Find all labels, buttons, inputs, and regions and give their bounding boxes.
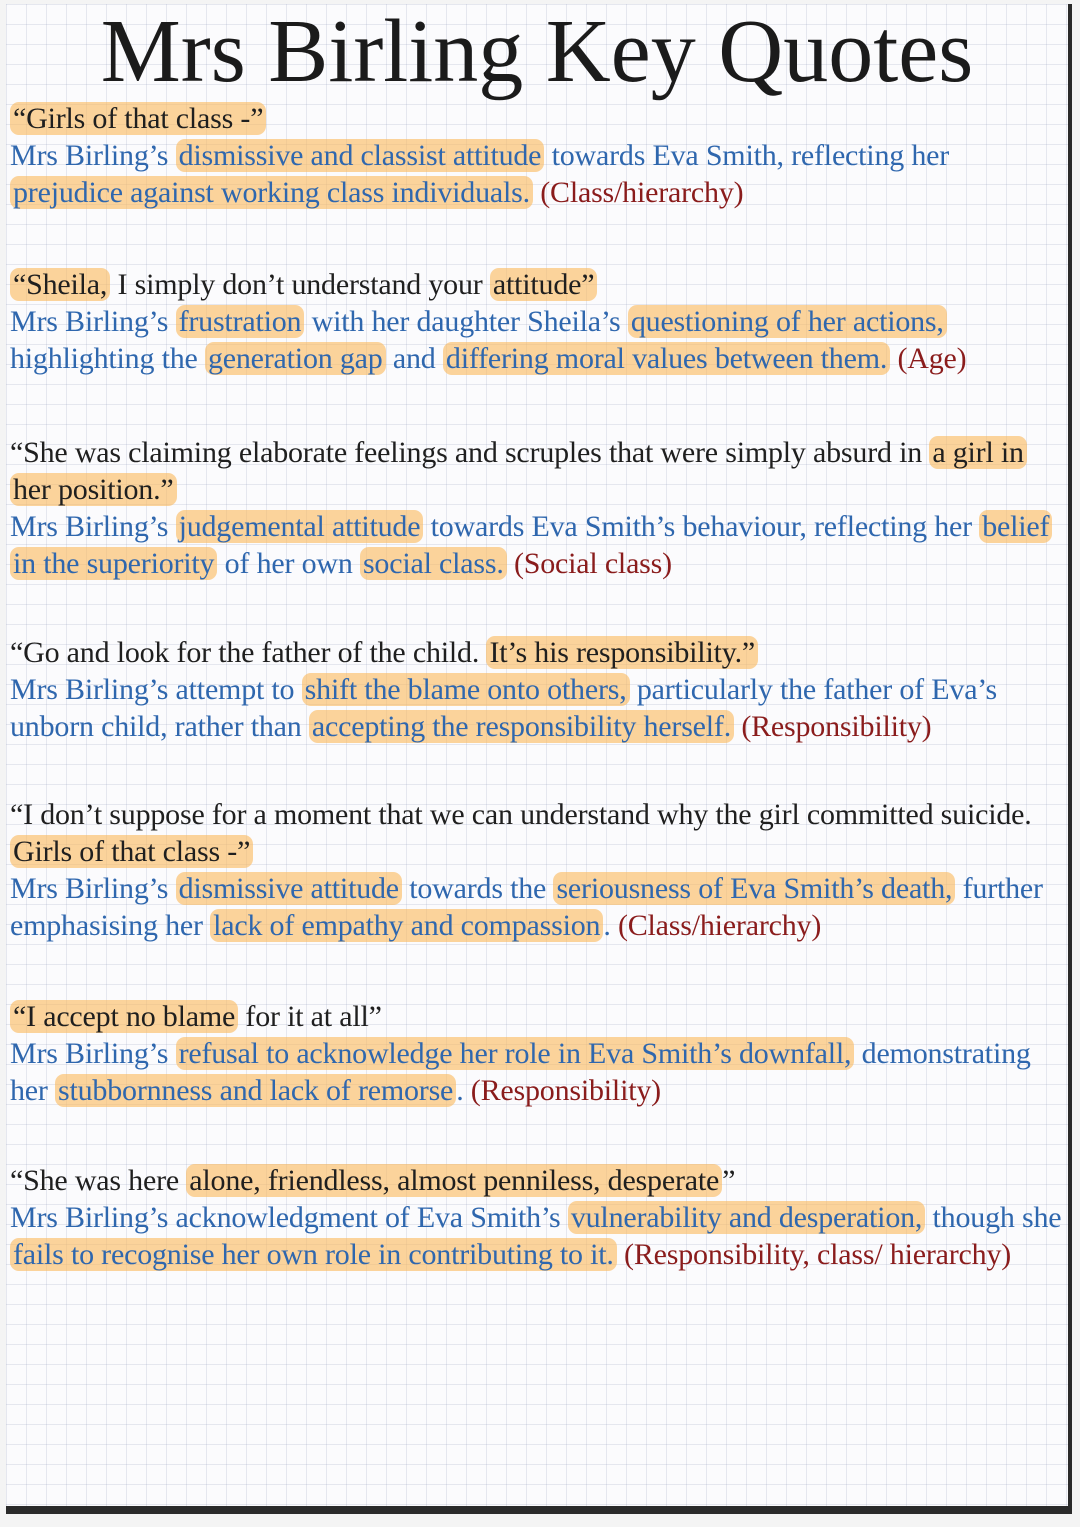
highlighted-text: a girl in her position.” — [10, 436, 1027, 506]
analysis-text — [10, 137, 1062, 211]
quote-entry-5 — [10, 796, 1062, 944]
text-segment: demonstrating her — [10, 1037, 1031, 1107]
text-segment: I simply don’t understand your — [110, 268, 490, 301]
highlighted-text: dismissive attitude — [176, 872, 402, 905]
text-segment: Mrs Birling’s — [10, 510, 176, 543]
analysis-text — [10, 303, 1062, 377]
theme-tag: (Class/hierarchy) — [617, 909, 822, 942]
highlighted-text: “Girls of that class -” — [10, 102, 266, 135]
quote-text — [10, 796, 1062, 870]
analysis-text — [10, 1199, 1062, 1273]
analysis-text — [10, 671, 1062, 745]
highlighted-text: belief in the superiority — [10, 510, 1052, 580]
text-segment: towards Eva Smith, reflecting her — [544, 139, 950, 172]
quote-entry-1 — [10, 100, 1062, 211]
highlighted-text: refusal to acknowledge her role in Eva Smith’s downfall, — [176, 1037, 855, 1070]
notebook-page — [6, 4, 1068, 1506]
page-edge-shadow — [1068, 4, 1072, 1514]
highlighted-text: judgemental attitude — [176, 510, 424, 543]
highlighted-text: “Sheila, — [10, 268, 110, 301]
text-segment: Mrs Birling’s — [10, 305, 176, 338]
text-segment: Mrs Birling’s — [10, 139, 176, 172]
analysis-text — [10, 870, 1062, 944]
highlighted-text: It’s his responsibility.” — [486, 636, 758, 669]
theme-tag: (Social class) — [506, 547, 672, 580]
page-title: Mrs Birling Key Quotes — [100, 4, 974, 101]
highlighted-text: “I accept no blame — [10, 1000, 238, 1033]
highlighted-text: prejudice against working class individuals. — [10, 176, 533, 209]
theme-tag: (Responsibility, class/ hierarchy) — [616, 1238, 1012, 1271]
theme-tag: (Age) — [890, 342, 967, 375]
text-segment: though she — [925, 1201, 1062, 1234]
text-segment: . — [603, 909, 618, 942]
quote-text — [10, 434, 1062, 508]
text-segment: Mrs Birling’s acknowledgment of Eva Smith’s — [10, 1201, 568, 1234]
text-segment: Mrs Birling’s — [10, 872, 176, 905]
text-segment: and — [385, 342, 443, 375]
quote-entry-4 — [10, 634, 1062, 745]
quote-text — [10, 266, 1062, 303]
text-segment: particularly the father of Eva’s unborn child, rather than — [10, 673, 997, 743]
highlighted-text: fails to recognise her own role in contributing to it. — [10, 1238, 617, 1271]
text-segment: ” — [722, 1164, 736, 1197]
text-segment: “I don’t suppose for a moment that we can understand why the girl committed suicide. — [10, 798, 1032, 831]
highlighted-text: alone, friendless, almost penniless, desperate — [186, 1164, 722, 1197]
highlighted-text: seriousness of Eva Smith’s death, — [553, 872, 955, 905]
text-segment: of her own — [217, 547, 360, 580]
text-segment: highlighting the — [10, 342, 205, 375]
text-segment: “She was here — [10, 1164, 187, 1197]
text-segment: towards the — [401, 872, 554, 905]
highlighted-text: questioning of her actions, — [628, 305, 947, 338]
highlighted-text: generation gap — [205, 342, 386, 375]
highlighted-text: dismissive and classist attitude — [176, 139, 545, 172]
text-segment: “Go and look for the father of the child. — [10, 636, 487, 669]
quote-entry-7 — [10, 1162, 1062, 1273]
text-segment: further emphasising her — [10, 872, 1043, 942]
quote-entry-2 — [10, 266, 1062, 377]
highlighted-text: stubbornness and lack of remorse — [55, 1074, 456, 1107]
quote-text — [10, 634, 1062, 671]
quote-entry-3 — [10, 434, 1062, 582]
highlighted-text: differing moral values between them. — [443, 342, 890, 375]
text-segment: towards Eva Smith’s behaviour, reflecting her — [423, 510, 980, 543]
text-segment: “She was claiming elaborate feelings and scruples that were simply absurd in — [10, 436, 930, 469]
highlighted-text: lack of empathy and compassion — [210, 909, 603, 942]
highlighted-text: vulnerability and desperation, — [568, 1201, 925, 1234]
text-segment: with her daughter Sheila’s — [304, 305, 628, 338]
theme-tag: (Class/hierarchy) — [532, 176, 744, 209]
highlighted-text: social class. — [360, 547, 507, 580]
quote-text — [10, 998, 1062, 1035]
text-segment: . — [456, 1074, 471, 1107]
analysis-text — [10, 508, 1062, 582]
highlighted-text: attitude” — [490, 268, 598, 301]
highlighted-text: frustration — [176, 305, 305, 338]
highlighted-text: shift the blame onto others, — [302, 673, 630, 706]
quote-text — [10, 100, 1062, 137]
quote-text — [10, 1162, 1062, 1199]
theme-tag: (Responsibility) — [470, 1074, 661, 1107]
highlighted-text: accepting the responsibility herself. — [309, 710, 734, 743]
text-segment: Mrs Birling’s attempt to — [10, 673, 302, 706]
text-segment: Mrs Birling’s — [10, 1037, 176, 1070]
text-segment: for it at all” — [238, 1000, 382, 1033]
theme-tag: (Responsibility) — [734, 710, 932, 743]
analysis-text — [10, 1035, 1062, 1109]
page-edge-shadow — [6, 1506, 1072, 1514]
quote-entry-6 — [10, 998, 1062, 1109]
highlighted-text: Girls of that class -” — [10, 835, 253, 868]
